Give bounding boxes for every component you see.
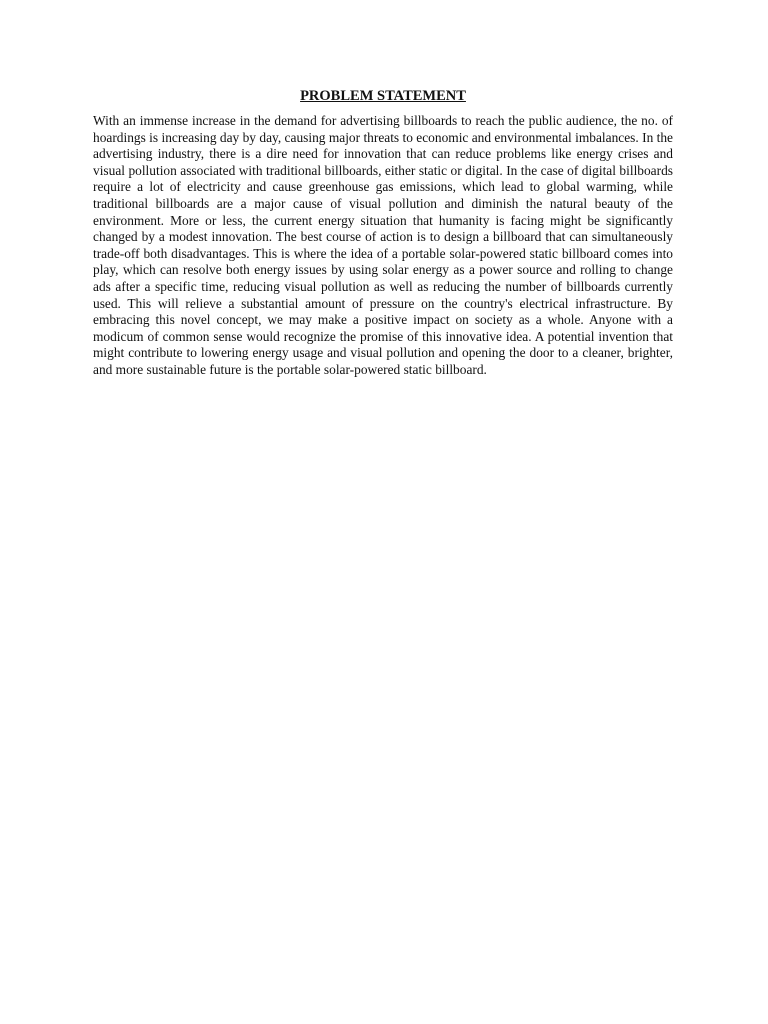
page-title: PROBLEM STATEMENT — [300, 88, 466, 104]
document-content — [93, 86, 673, 379]
problem-statement-paragraph: With an immense increase in the demand for advertising billboards to reach the public audience, the no. of hoardings is increasing day by day, causing major threats to economic and environmental imbalances. In the advertising industry, there is a dire need for innovation that can reduce problems like energy crises and visual pollution associated with traditional billboards, either static or digital. In the case of digital billboards require a lot of electricity and cause greenhouse gas emissions, which lead to global warming, while traditional billboards are a major cause of visual pollution and diminish the natural beauty of the environment. More or less, the current energy situation that humanity is facing might be significantly changed by a modest innovation. The best course of action is to design a billboard that can simultaneously trade-off both disadvantages. This is where the idea of a portable solar-powered static billboard comes into play, which can resolve both energy issues by using solar energy as a power source and rolling to change ads after a specific time, reducing visual pollution as well as reducing the number of billboards currently used. This will relieve a substantial amount of pressure on the country's electrical infrastructure. By embracing this novel concept, we may make a positive impact on society as a whole. Anyone with a modicum of common sense would recognize the promise of this innovative idea. A potential invention that might contribute to lowering energy usage and visual pollution and opening the door to a cleaner, brighter, and more sustainable future is the portable solar-powered static billboard. — [93, 113, 673, 377]
